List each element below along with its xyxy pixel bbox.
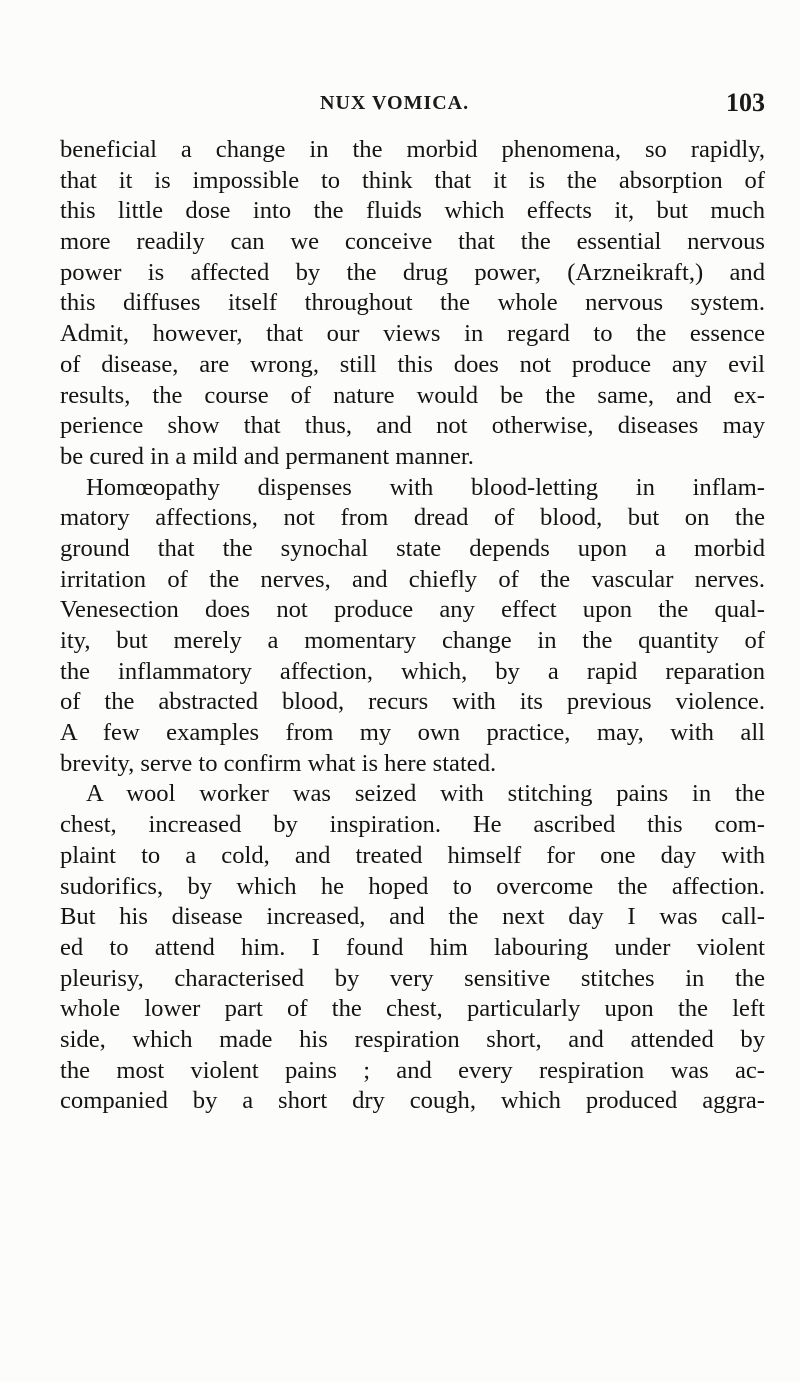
text-line: that it is impossible to think that it is the absorption of [60,166,765,194]
text-line: the most violent pains ; and every respiration was ac- [60,1056,765,1084]
text-line: matory affections, not from dread of blood, but on the [60,504,765,532]
text-line: of disease, are wrong, still this does not produce any evil [60,350,765,378]
text-line: this diffuses itself throughout the whole nervous system. [60,289,765,317]
text-line: ed to attend him. I found him labouring under violent [60,933,765,961]
text-line: power is affected by the drug power, (Arzneikraft,) and [60,258,765,286]
text-line: more readily can we conceive that the essential nervous [60,228,765,256]
text-line: Homœopathy dispenses with blood-letting in inflam- [86,473,765,501]
text-line: plaint to a cold, and treated himself for one day with [60,841,765,869]
body-text [60,135,765,1117]
text-line: results, the course of nature would be the same, and ex- [60,381,765,409]
text-line: perience show that thus, and not otherwise, diseases may [60,412,765,440]
text-line: But his disease increased, and the next day I was call- [60,903,765,931]
text-line: A wool worker was seized with stitching pains in the [86,780,765,808]
text-line: brevity, serve to confirm what is here stated. [60,749,497,777]
text-line: beneficial a change in the morbid phenomena, so rapidly, [60,136,765,163]
text-line: ity, but merely a momentary change in the quantity of [60,627,765,654]
text-line: pleurisy, characterised by very sensitive stitches in the [60,964,765,992]
running-head-title: NUX VOMICA. [320,92,470,114]
page-number: 103 [726,88,765,117]
text-line: the inflammatory affection, which, by a rapid reparation [60,657,765,685]
text-line: Venesection does not produce any effect upon the qual- [60,596,765,624]
text-line: companied by a short dry cough, which produced aggra- [60,1087,765,1115]
text-line: of the abstracted blood, recurs with its previous violence. [60,688,765,716]
text-line: chest, increased by inspiration. He ascribed this com- [60,811,765,839]
text-line: be cured in a mild and permanent manner. [60,442,474,470]
text-line: this little dose into the fluids which effects it, but much [60,197,765,225]
text-line: irritation of the nerves, and chiefly of the vascular nerves. [60,565,765,593]
text-line: A few examples from my own practice, may, with all [60,719,765,747]
text-line: side, which made his respiration short, and attended by [60,1025,765,1053]
text-line: ground that the synochal state depends upon a morbid [60,534,765,562]
text-line: sudorifics, by which he hoped to overcome the affection. [60,872,765,900]
text-line: whole lower part of the chest, particularly upon the left [60,995,765,1023]
text-line: Admit, however, that our views in regard to the essence [60,320,765,348]
running-head [60,88,765,118]
